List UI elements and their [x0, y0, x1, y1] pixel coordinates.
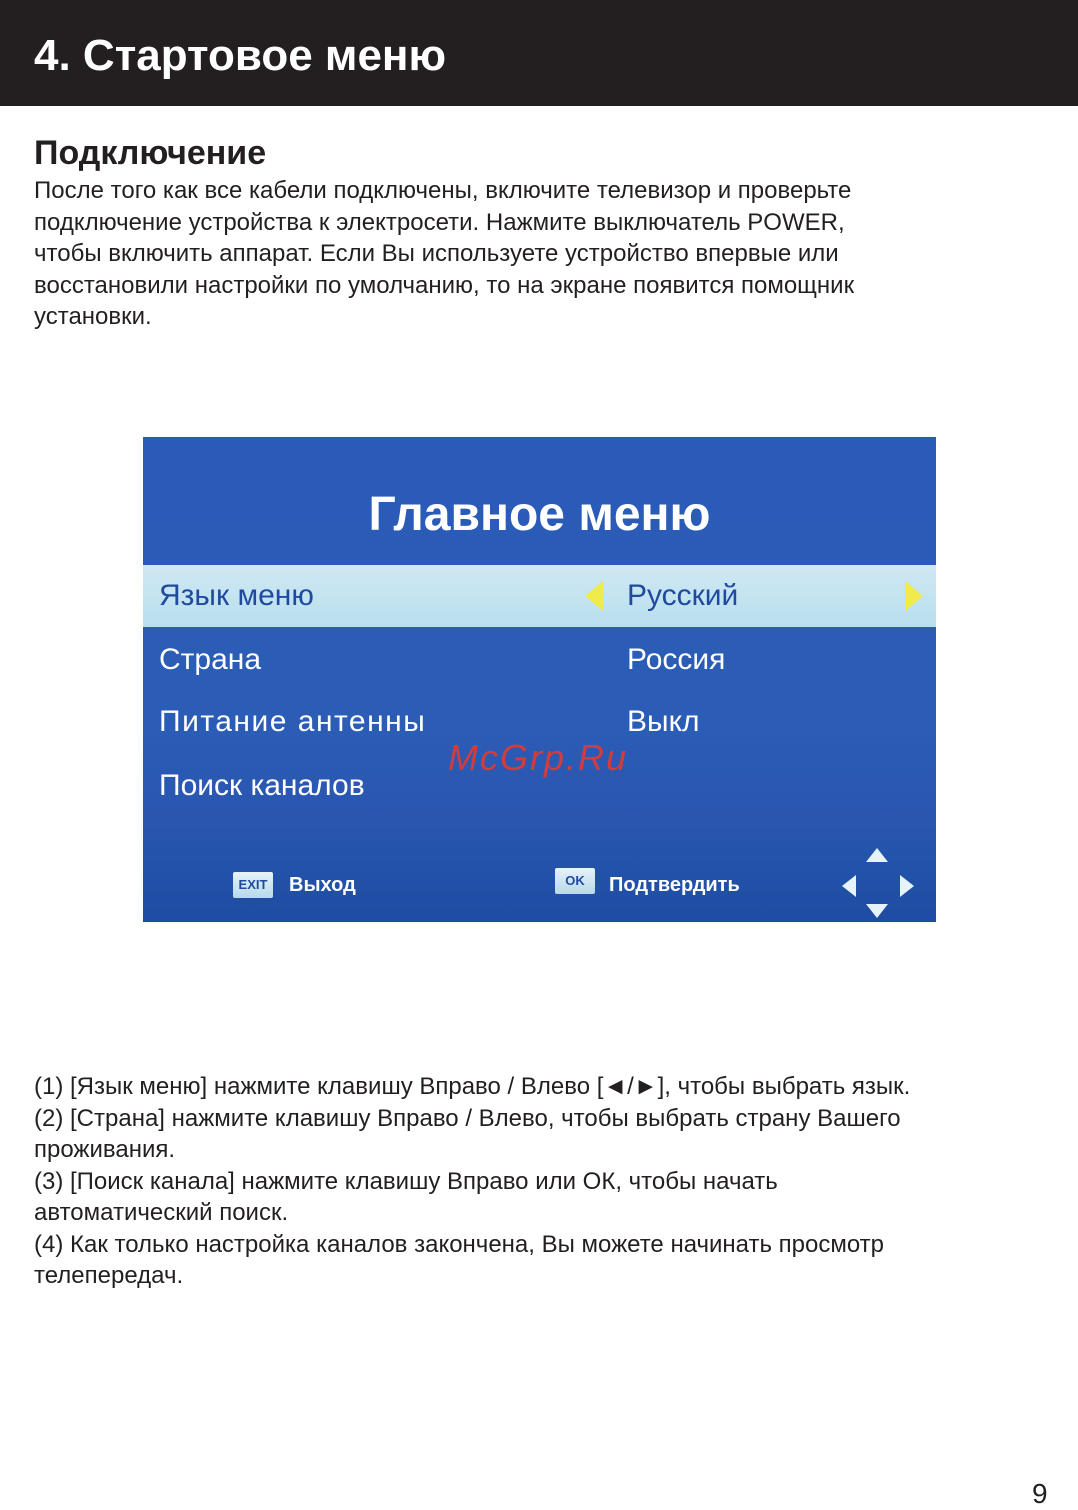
menu-row-country	[143, 629, 936, 691]
step-line: (3) [Поиск канала] нажмите клавишу Вправо или ОК, чтобы начать	[34, 1167, 778, 1195]
menu-row-label: Язык меню	[159, 579, 314, 612]
menu-row-language	[143, 565, 936, 627]
intro-line: подключение устройства к электросети. Нажмите выключатель POWER,	[34, 208, 845, 236]
arrow-right-icon	[905, 581, 923, 611]
step-line: (1) [Язык меню] нажмите клавишу Вправо / Влево [◄/►], чтобы выбрать язык.	[34, 1073, 911, 1100]
step-line: (2) [Страна] нажмите клавишу Вправо / Влево, чтобы выбрать страну Вашего	[34, 1104, 901, 1132]
menu-row-label: Страна	[159, 643, 262, 676]
ok-key-icon: OK	[555, 868, 595, 894]
step-line: (4) Как только настройка каналов закончена, Вы можете начинать просмотр	[34, 1230, 885, 1258]
step-line: проживания.	[34, 1136, 176, 1163]
menu-row-value: Русский	[627, 579, 739, 612]
nav-down-icon	[866, 904, 888, 918]
step-line: телепередач.	[34, 1262, 184, 1289]
tv-menu-footer	[143, 840, 936, 922]
step-line: автоматический поиск.	[34, 1199, 289, 1226]
intro-line: установки.	[34, 303, 152, 330]
ok-label: Подтвердить	[609, 874, 740, 896]
tv-menu-screenshot	[143, 437, 936, 922]
nav-left-icon	[842, 875, 856, 897]
menu-row-value: Выкл	[627, 705, 700, 738]
tv-menu-title: Главное меню	[368, 488, 711, 541]
exit-label: Выход	[289, 874, 356, 896]
intro-line: чтобы включить аппарат. Если Вы используете устройство впервые или	[34, 240, 839, 267]
navigation-pad-icon	[838, 848, 918, 922]
section-heading: Подключение	[34, 134, 267, 172]
header-bar	[0, 0, 1078, 106]
menu-row-label: Поиск каналов	[159, 769, 365, 802]
page-title: 4. Стартовое меню	[34, 31, 447, 80]
steps-list	[34, 1071, 1064, 1292]
watermark-text: McGrp.Ru	[448, 737, 629, 778]
menu-row-value: Россия	[627, 643, 726, 676]
menu-row-label: Питание антенны	[159, 705, 427, 738]
intro-line: После того как все кабели подключены, включите телевизор и проверьте	[34, 177, 852, 204]
nav-right-icon	[900, 875, 914, 897]
page-number: 9	[1032, 1478, 1048, 1509]
intro-paragraph	[34, 175, 1034, 333]
exit-key-icon: EXIT	[233, 872, 273, 898]
arrow-left-icon	[585, 581, 603, 611]
nav-up-icon	[866, 848, 888, 862]
intro-line: восстановили настройки по умолчанию, то на экране появится помощник	[34, 271, 855, 299]
